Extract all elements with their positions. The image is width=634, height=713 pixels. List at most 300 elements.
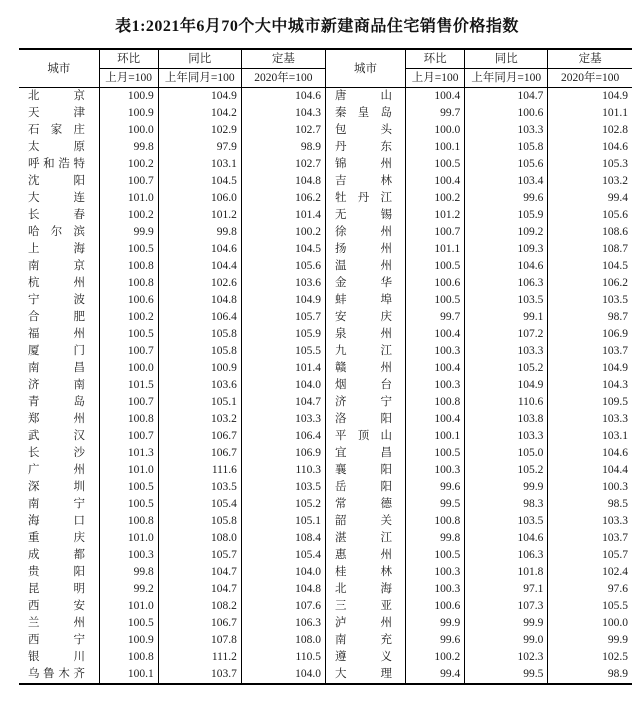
city-name: 南昌 bbox=[28, 362, 85, 374]
yoy-value-cell: 104.2 bbox=[158, 105, 241, 122]
city-cell bbox=[325, 581, 405, 598]
mom-value-cell: 99.7 bbox=[406, 105, 465, 122]
city-name: 湛江 bbox=[334, 532, 392, 544]
fixed-value-cell: 105.5 bbox=[241, 343, 325, 360]
city-name: 丹东 bbox=[334, 141, 392, 153]
mom-value-cell: 100.2 bbox=[99, 309, 158, 326]
yoy-value-cell: 104.6 bbox=[158, 241, 241, 258]
city-name: 蚌埠 bbox=[334, 294, 392, 306]
mom-value-cell: 100.5 bbox=[406, 292, 465, 309]
city-cell bbox=[19, 360, 99, 377]
mom-value-cell: 100.4 bbox=[406, 360, 465, 377]
city-name: 厦门 bbox=[28, 345, 85, 357]
fixed-value-cell: 102.5 bbox=[602, 651, 628, 663]
table-row bbox=[19, 88, 632, 106]
city-cell bbox=[19, 564, 99, 581]
city-cell bbox=[325, 649, 405, 666]
fixed-value-cell: 110.5 bbox=[241, 649, 325, 666]
fixed-value-cell: 104.7 bbox=[241, 394, 325, 411]
yoy-value-cell: 106.3 bbox=[465, 547, 548, 564]
city-name: 呼和浩特 bbox=[28, 158, 85, 170]
mom-value-cell: 100.4 bbox=[406, 173, 465, 190]
mom-value-cell: 100.5 bbox=[406, 547, 465, 564]
table-row bbox=[19, 292, 632, 309]
fixed-value-cell: 103.6 bbox=[241, 275, 325, 292]
city-name: 重庆 bbox=[28, 532, 85, 544]
city-cell bbox=[325, 632, 405, 649]
city-cell bbox=[19, 462, 99, 479]
city-name: 惠州 bbox=[334, 549, 392, 561]
yoy-value-cell: 97.1 bbox=[465, 581, 548, 598]
city-cell bbox=[325, 105, 405, 122]
mom-value-cell: 100.5 bbox=[99, 241, 158, 258]
yoy-value-cell: 104.9 bbox=[465, 377, 548, 394]
city-name: 昆明 bbox=[28, 583, 85, 595]
fixed-value-cell: 105.6 bbox=[241, 258, 325, 275]
city-name: 秦皇岛 bbox=[334, 107, 392, 119]
mom-value-cell: 100.7 bbox=[99, 394, 158, 411]
fixed-value-cell: 101.4 bbox=[241, 207, 325, 224]
city-cell bbox=[325, 445, 405, 462]
table-row bbox=[19, 122, 632, 139]
city-cell bbox=[325, 292, 405, 309]
yoy-value-cell: 106.7 bbox=[158, 445, 241, 462]
city-cell bbox=[19, 632, 99, 649]
yoy-value-cell: 105.8 bbox=[465, 139, 548, 156]
yoy-value-cell: 105.2 bbox=[465, 360, 548, 377]
yoy-value-cell: 105.9 bbox=[465, 207, 548, 224]
mom-value-cell: 101.0 bbox=[99, 530, 158, 547]
city-name: 温州 bbox=[334, 260, 392, 272]
fixed-value-cell: 104.6 bbox=[602, 141, 628, 153]
mom-value-cell: 100.3 bbox=[406, 343, 465, 360]
city-name: 长春 bbox=[28, 209, 85, 221]
mom-value-cell: 100.6 bbox=[99, 292, 158, 309]
city-name: 杭州 bbox=[28, 277, 85, 289]
mom-value-cell: 100.9 bbox=[99, 88, 158, 106]
fixed-value-cell: 106.4 bbox=[241, 428, 325, 445]
city-name: 唐山 bbox=[334, 90, 392, 102]
fixed-value-cell: 101.1 bbox=[602, 107, 628, 119]
city-cell bbox=[325, 428, 405, 445]
mom-value-cell: 100.9 bbox=[99, 632, 158, 649]
fixed-value-cell: 100.0 bbox=[602, 617, 628, 629]
yoy-value-cell: 109.2 bbox=[465, 224, 548, 241]
fixed-value-cell: 99.4 bbox=[607, 192, 628, 204]
yoy-value-cell: 109.3 bbox=[465, 241, 548, 258]
mom-value-cell: 99.8 bbox=[406, 530, 465, 547]
city-cell bbox=[325, 564, 405, 581]
yoy-value-cell: 104.7 bbox=[158, 564, 241, 581]
mom-value-cell: 100.3 bbox=[406, 581, 465, 598]
yoy-value-cell: 100.9 bbox=[158, 360, 241, 377]
fixed-value-cell: 104.3 bbox=[602, 379, 628, 391]
yoy-value-cell: 103.5 bbox=[465, 292, 548, 309]
city-name: 韶关 bbox=[334, 515, 392, 527]
city-name: 无锡 bbox=[334, 209, 392, 221]
yoy-value-cell: 111.2 bbox=[158, 649, 241, 666]
city-cell bbox=[19, 615, 99, 632]
yoy-value-cell: 104.9 bbox=[158, 88, 241, 106]
yoy-value-cell: 103.1 bbox=[158, 156, 241, 173]
city-cell bbox=[19, 224, 99, 241]
city-cell bbox=[325, 615, 405, 632]
table-row bbox=[19, 530, 632, 547]
city-name: 济南 bbox=[28, 379, 85, 391]
yoy-value-cell: 97.9 bbox=[158, 139, 241, 156]
yoy-value-cell: 101.2 bbox=[158, 207, 241, 224]
mom-value-cell: 101.0 bbox=[99, 462, 158, 479]
city-cell bbox=[325, 666, 405, 684]
fixed-value-cell: 108.4 bbox=[241, 530, 325, 547]
city-cell bbox=[19, 666, 99, 684]
mom-value-cell: 100.8 bbox=[99, 258, 158, 275]
city-name: 青岛 bbox=[28, 396, 85, 408]
fixed-value-cell: 106.9 bbox=[241, 445, 325, 462]
yoy-value-cell: 103.8 bbox=[465, 411, 548, 428]
city-cell bbox=[19, 88, 99, 106]
mom-value-cell: 101.0 bbox=[99, 190, 158, 207]
city-cell bbox=[325, 479, 405, 496]
fixed-value-cell: 105.2 bbox=[241, 496, 325, 513]
city-cell bbox=[19, 411, 99, 428]
page-title: 表1:2021年6月70个大中城市新建商品住宅销售价格指数 bbox=[115, 18, 519, 35]
city-name: 哈尔滨 bbox=[28, 226, 85, 238]
header-city-right: 城市 bbox=[325, 49, 405, 88]
mom-value-cell: 100.0 bbox=[99, 122, 158, 139]
yoy-value-cell: 105.6 bbox=[465, 156, 548, 173]
fixed-value-cell: 104.0 bbox=[241, 564, 325, 581]
fixed-value-cell: 104.9 bbox=[602, 362, 628, 374]
fixed-value-cell: 103.2 bbox=[602, 175, 628, 187]
yoy-value-cell: 102.9 bbox=[158, 122, 241, 139]
yoy-value-cell: 103.4 bbox=[465, 173, 548, 190]
mom-value-cell: 99.4 bbox=[406, 666, 465, 684]
mom-value-cell: 100.0 bbox=[99, 360, 158, 377]
yoy-value-cell: 107.3 bbox=[465, 598, 548, 615]
yoy-value-cell: 103.2 bbox=[158, 411, 241, 428]
mom-value-cell: 100.8 bbox=[99, 649, 158, 666]
mom-value-cell: 100.5 bbox=[406, 156, 465, 173]
mom-value-cell: 100.3 bbox=[406, 377, 465, 394]
fixed-value-cell: 102.4 bbox=[602, 566, 628, 578]
city-name: 成都 bbox=[28, 549, 85, 561]
city-cell bbox=[19, 173, 99, 190]
yoy-value-cell: 99.0 bbox=[465, 632, 548, 649]
yoy-value-cell: 99.5 bbox=[465, 666, 548, 684]
yoy-value-cell: 102.3 bbox=[465, 649, 548, 666]
city-name: 宁波 bbox=[28, 294, 85, 306]
city-name: 牡丹江 bbox=[334, 192, 392, 204]
table-row bbox=[19, 462, 632, 479]
mom-value-cell: 100.5 bbox=[406, 445, 465, 462]
yoy-value-cell: 103.7 bbox=[158, 666, 241, 684]
city-cell bbox=[19, 445, 99, 462]
city-name: 兰州 bbox=[28, 617, 85, 629]
city-name: 北海 bbox=[334, 583, 392, 595]
table-row bbox=[19, 105, 632, 122]
fixed-value-cell: 102.8 bbox=[602, 124, 628, 136]
yoy-value-cell: 103.3 bbox=[465, 122, 548, 139]
fixed-value-cell: 98.7 bbox=[607, 311, 628, 323]
yoy-value-cell: 104.5 bbox=[158, 173, 241, 190]
fixed-value-cell: 110.3 bbox=[241, 462, 325, 479]
fixed-value-cell: 103.5 bbox=[602, 294, 628, 306]
fixed-value-cell: 104.8 bbox=[241, 581, 325, 598]
fixed-value-cell: 105.7 bbox=[241, 309, 325, 326]
mom-value-cell: 100.8 bbox=[99, 411, 158, 428]
fixed-value-cell: 104.0 bbox=[241, 666, 325, 684]
mom-value-cell: 100.6 bbox=[406, 275, 465, 292]
fixed-value-cell: 102.7 bbox=[241, 122, 325, 139]
city-cell bbox=[325, 190, 405, 207]
fixed-value-cell: 105.5 bbox=[602, 600, 628, 612]
city-name: 济宁 bbox=[334, 396, 392, 408]
city-name: 北京 bbox=[28, 90, 85, 102]
yoy-value-cell: 106.7 bbox=[158, 428, 241, 445]
city-name: 南宁 bbox=[28, 498, 85, 510]
mom-value-cell: 100.1 bbox=[406, 139, 465, 156]
header-yoy-left: 同比 bbox=[158, 49, 241, 69]
table-row bbox=[19, 241, 632, 258]
city-cell bbox=[19, 309, 99, 326]
table-row bbox=[19, 377, 632, 394]
city-cell bbox=[325, 156, 405, 173]
city-cell bbox=[19, 547, 99, 564]
fixed-value-cell: 103.7 bbox=[602, 532, 628, 544]
city-name: 银川 bbox=[28, 651, 85, 663]
fixed-value-cell: 98.9 bbox=[607, 668, 628, 680]
city-name: 武汉 bbox=[28, 430, 85, 442]
yoy-value-cell: 103.5 bbox=[465, 513, 548, 530]
table-row bbox=[19, 496, 632, 513]
mom-value-cell: 100.7 bbox=[99, 343, 158, 360]
header-fixed-base-left: 2020年=100 bbox=[241, 69, 325, 88]
mom-value-cell: 100.8 bbox=[99, 275, 158, 292]
fixed-value-cell: 105.9 bbox=[241, 326, 325, 343]
city-name: 福州 bbox=[28, 328, 85, 340]
fixed-value-cell: 98.5 bbox=[607, 498, 628, 510]
mom-value-cell: 100.3 bbox=[406, 462, 465, 479]
mom-value-cell: 99.9 bbox=[99, 224, 158, 241]
city-name: 合肥 bbox=[28, 311, 85, 323]
table-row bbox=[19, 547, 632, 564]
yoy-value-cell: 105.7 bbox=[158, 547, 241, 564]
yoy-value-cell: 108.2 bbox=[158, 598, 241, 615]
fixed-value-cell: 99.9 bbox=[607, 634, 628, 646]
city-name: 吉林 bbox=[334, 175, 392, 187]
fixed-value-cell: 104.5 bbox=[602, 260, 628, 272]
mom-value-cell: 100.2 bbox=[99, 207, 158, 224]
yoy-value-cell: 104.6 bbox=[465, 530, 548, 547]
fixed-value-cell: 103.1 bbox=[602, 430, 628, 442]
table-row bbox=[19, 309, 632, 326]
header-mom-left: 环比 bbox=[99, 49, 158, 69]
city-name: 乌鲁木齐 bbox=[28, 668, 85, 680]
mom-value-cell: 100.3 bbox=[406, 564, 465, 581]
mom-value-cell: 100.2 bbox=[406, 190, 465, 207]
mom-value-cell: 101.3 bbox=[99, 445, 158, 462]
fixed-value-cell: 100.3 bbox=[602, 481, 628, 493]
yoy-value-cell: 106.7 bbox=[158, 615, 241, 632]
table-row bbox=[19, 581, 632, 598]
table-row bbox=[19, 666, 632, 684]
table-row bbox=[19, 428, 632, 445]
yoy-value-cell: 105.2 bbox=[465, 462, 548, 479]
city-cell bbox=[325, 122, 405, 139]
city-cell bbox=[325, 547, 405, 564]
city-cell bbox=[19, 122, 99, 139]
mom-value-cell: 100.7 bbox=[406, 224, 465, 241]
yoy-value-cell: 104.7 bbox=[465, 88, 548, 106]
table-row bbox=[19, 258, 632, 275]
city-cell bbox=[19, 530, 99, 547]
yoy-value-cell: 100.6 bbox=[465, 105, 548, 122]
city-name: 泸州 bbox=[334, 617, 392, 629]
city-cell bbox=[19, 581, 99, 598]
yoy-value-cell: 110.6 bbox=[465, 394, 548, 411]
header-fixed-left: 定基 bbox=[241, 49, 325, 69]
fixed-value-cell: 108.7 bbox=[602, 243, 628, 255]
yoy-value-cell: 105.8 bbox=[158, 343, 241, 360]
city-cell bbox=[19, 258, 99, 275]
yoy-value-cell: 99.8 bbox=[158, 224, 241, 241]
city-name: 金华 bbox=[334, 277, 392, 289]
city-cell bbox=[325, 411, 405, 428]
city-name: 天津 bbox=[28, 107, 85, 119]
city-name: 大理 bbox=[334, 668, 392, 680]
city-cell bbox=[19, 496, 99, 513]
mom-value-cell: 100.2 bbox=[99, 156, 158, 173]
city-cell bbox=[19, 275, 99, 292]
city-cell bbox=[325, 258, 405, 275]
mom-value-cell: 100.1 bbox=[406, 428, 465, 445]
city-cell bbox=[19, 598, 99, 615]
yoy-value-cell: 107.2 bbox=[465, 326, 548, 343]
header-yoy-base-left: 上年同月=100 bbox=[158, 69, 241, 88]
table-row bbox=[19, 615, 632, 632]
city-cell bbox=[19, 428, 99, 445]
city-cell bbox=[19, 513, 99, 530]
city-cell bbox=[325, 139, 405, 156]
mom-value-cell: 99.5 bbox=[406, 496, 465, 513]
fixed-value-cell: 104.4 bbox=[602, 464, 628, 476]
city-name: 桂林 bbox=[334, 566, 392, 578]
yoy-value-cell: 104.8 bbox=[158, 292, 241, 309]
yoy-value-cell: 106.3 bbox=[465, 275, 548, 292]
city-cell bbox=[19, 190, 99, 207]
fixed-value-cell: 106.2 bbox=[602, 277, 628, 289]
city-name: 烟台 bbox=[334, 379, 392, 391]
city-cell bbox=[325, 343, 405, 360]
mom-value-cell: 100.8 bbox=[406, 513, 465, 530]
table-row bbox=[19, 479, 632, 496]
fixed-value-cell: 102.7 bbox=[241, 156, 325, 173]
city-cell bbox=[325, 224, 405, 241]
fixed-value-cell: 103.3 bbox=[602, 515, 628, 527]
city-name: 西安 bbox=[28, 600, 85, 612]
city-name: 郑州 bbox=[28, 413, 85, 425]
mom-value-cell: 100.5 bbox=[99, 615, 158, 632]
city-name: 遵义 bbox=[334, 651, 392, 663]
mom-value-cell: 100.9 bbox=[99, 105, 158, 122]
city-name: 襄阳 bbox=[334, 464, 392, 476]
mom-value-cell: 100.5 bbox=[99, 496, 158, 513]
yoy-value-cell: 104.4 bbox=[158, 258, 241, 275]
yoy-value-cell: 103.6 bbox=[158, 377, 241, 394]
city-name: 常德 bbox=[334, 498, 392, 510]
city-cell bbox=[325, 309, 405, 326]
city-name: 包头 bbox=[334, 124, 392, 136]
yoy-value-cell: 101.8 bbox=[465, 564, 548, 581]
mom-value-cell: 101.0 bbox=[99, 598, 158, 615]
city-cell bbox=[325, 394, 405, 411]
fixed-value-cell: 108.6 bbox=[602, 226, 628, 238]
mom-value-cell: 99.2 bbox=[99, 581, 158, 598]
mom-value-cell: 99.6 bbox=[406, 632, 465, 649]
mom-value-cell: 101.1 bbox=[406, 241, 465, 258]
city-cell bbox=[325, 241, 405, 258]
city-name: 太原 bbox=[28, 141, 85, 153]
header-mom-base-right: 上月=100 bbox=[406, 69, 465, 88]
fixed-value-cell: 105.1 bbox=[241, 513, 325, 530]
city-name: 大连 bbox=[28, 192, 85, 204]
yoy-value-cell: 106.4 bbox=[158, 309, 241, 326]
city-cell bbox=[325, 377, 405, 394]
city-cell bbox=[19, 292, 99, 309]
table-row bbox=[19, 445, 632, 462]
city-name: 泉州 bbox=[334, 328, 392, 340]
table-header bbox=[19, 49, 632, 88]
table-row bbox=[19, 190, 632, 207]
fixed-value-cell: 103.5 bbox=[241, 479, 325, 496]
mom-value-cell: 99.8 bbox=[99, 564, 158, 581]
yoy-value-cell: 98.3 bbox=[465, 496, 548, 513]
city-name: 洛阳 bbox=[334, 413, 392, 425]
city-name: 平顶山 bbox=[334, 430, 392, 442]
mom-value-cell: 100.5 bbox=[406, 258, 465, 275]
table-row bbox=[19, 564, 632, 581]
city-cell bbox=[19, 139, 99, 156]
mom-value-cell: 100.5 bbox=[99, 479, 158, 496]
table-row bbox=[19, 598, 632, 615]
table-row bbox=[19, 649, 632, 666]
fixed-value-cell: 105.4 bbox=[241, 547, 325, 564]
fixed-value-cell: 98.9 bbox=[241, 139, 325, 156]
city-name: 南充 bbox=[334, 634, 392, 646]
city-name: 石家庄 bbox=[28, 124, 85, 136]
mom-value-cell: 100.2 bbox=[406, 649, 465, 666]
mom-value-cell: 100.0 bbox=[406, 122, 465, 139]
mom-value-cell: 100.8 bbox=[99, 513, 158, 530]
yoy-value-cell: 102.6 bbox=[158, 275, 241, 292]
yoy-value-cell: 105.8 bbox=[158, 513, 241, 530]
fixed-value-cell: 104.9 bbox=[602, 90, 628, 102]
yoy-value-cell: 99.1 bbox=[465, 309, 548, 326]
city-name: 沈阳 bbox=[28, 175, 85, 187]
city-cell bbox=[325, 513, 405, 530]
fixed-value-cell: 107.6 bbox=[241, 598, 325, 615]
city-cell bbox=[325, 207, 405, 224]
mom-value-cell: 101.2 bbox=[406, 207, 465, 224]
table-row bbox=[19, 343, 632, 360]
city-name: 岳阳 bbox=[334, 481, 392, 493]
table-row bbox=[19, 394, 632, 411]
mom-value-cell: 100.8 bbox=[406, 394, 465, 411]
city-cell bbox=[19, 343, 99, 360]
yoy-value-cell: 104.6 bbox=[465, 258, 548, 275]
yoy-value-cell: 105.4 bbox=[158, 496, 241, 513]
